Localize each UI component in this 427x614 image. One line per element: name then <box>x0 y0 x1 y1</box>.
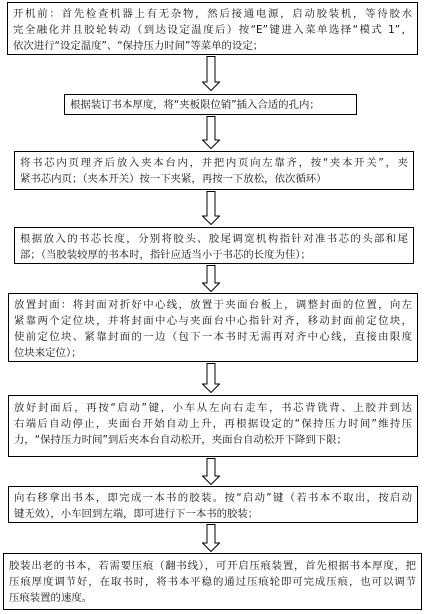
step-text-line: 根据放入的书芯长度，分别将胶头、胶尾调宽机构指针对准书芯的头部和尾 <box>20 233 408 245</box>
step-text-line: 压痕厚度调节好，在取书时，将书本平稳的通过压痕轮即可完成压痕，也可以调节 <box>9 576 416 588</box>
step-1-box <box>7 2 418 55</box>
arrow-down-icon <box>202 56 220 91</box>
step-text-line: 右端后自动停止，夹面台开始自动上升，再根据设定的“保持压力时间”维持压 <box>14 418 412 430</box>
step-3-box <box>14 151 414 190</box>
step-text-line: 完全融化并且胶轮转动（到达设定温度后）按“E”键进入菜单选择“模式 1”， <box>13 24 412 36</box>
step-text-line: 开机前：首先检查机器上有无杂物，然后接通电源，启动胶装机，等待胶水 <box>13 8 412 20</box>
arrow-down-icon <box>202 265 220 292</box>
step-text-line: 紧书芯内页；（夹本开关）按一下夹紧，再按一下放松，依次循环） <box>20 173 327 185</box>
step-text-line: 力，“保持压力时间”到后夹本台自动松开，夹面台自动松开下降到下限； <box>14 434 347 446</box>
step-text-line: 放好封面后，再按“启动”键，小车从左向右走车，书芯背铣背、上胶并到达 <box>14 402 412 414</box>
step-text-line: 向右移拿出书本，即完成一本书的胶装。按“启动”键（若书本不取出，按启动 <box>14 492 412 504</box>
arrow-down-icon <box>202 363 220 393</box>
arrow-down-icon <box>202 191 220 225</box>
step-6-box <box>8 395 418 457</box>
step-text-line: 位块来定位）； <box>14 347 82 359</box>
step-2-box <box>64 94 357 115</box>
step-text-line: 压痕装置的速度。 <box>9 592 93 604</box>
step-text-line: 将书芯内页理齐后放入夹本台内，并把内页向左靠齐，按“夹本开关”，夹 <box>20 157 408 169</box>
step-text-line: 胶装出老的书本，若需要压痕（翻书线），可开启压痕装置，首先根据书本厚度，把 <box>9 560 416 572</box>
step-7-box <box>8 486 418 523</box>
step-text-line: 根据装订书本厚度，将“夹板限位销”插入合适的孔内； <box>70 99 320 111</box>
step-4-box <box>14 227 414 264</box>
step-text-line: 使前定位块、紧靠封面的一边（包下一本书时无需再对齐中心线，直接由限度 <box>14 331 412 343</box>
step-text-line: 放置封面：将封面对折好中心线，放置于夹面台板上，调整封面的位置，向左 <box>14 299 412 311</box>
arrow-down-icon <box>202 524 220 552</box>
step-8-box <box>3 553 422 610</box>
arrow-down-icon <box>202 116 220 149</box>
step-text-line: 键无效），小车回到左端，即可进行下一本书的胶装； <box>14 508 259 520</box>
step-text-line: 依次进行“设定温度”、“保持压力时间”等菜单的设定； <box>13 40 264 52</box>
step-5-box <box>8 293 418 362</box>
arrow-down-icon <box>202 458 220 485</box>
step-text-line: 紧靠两个定位块，并将封面中心与夹面台中心指针对齐，移动封面前定位块， <box>14 315 412 327</box>
step-text-line: 部；（当胶装较厚的书本时，指针应适当小于书芯的长度为佳）； <box>20 249 311 261</box>
